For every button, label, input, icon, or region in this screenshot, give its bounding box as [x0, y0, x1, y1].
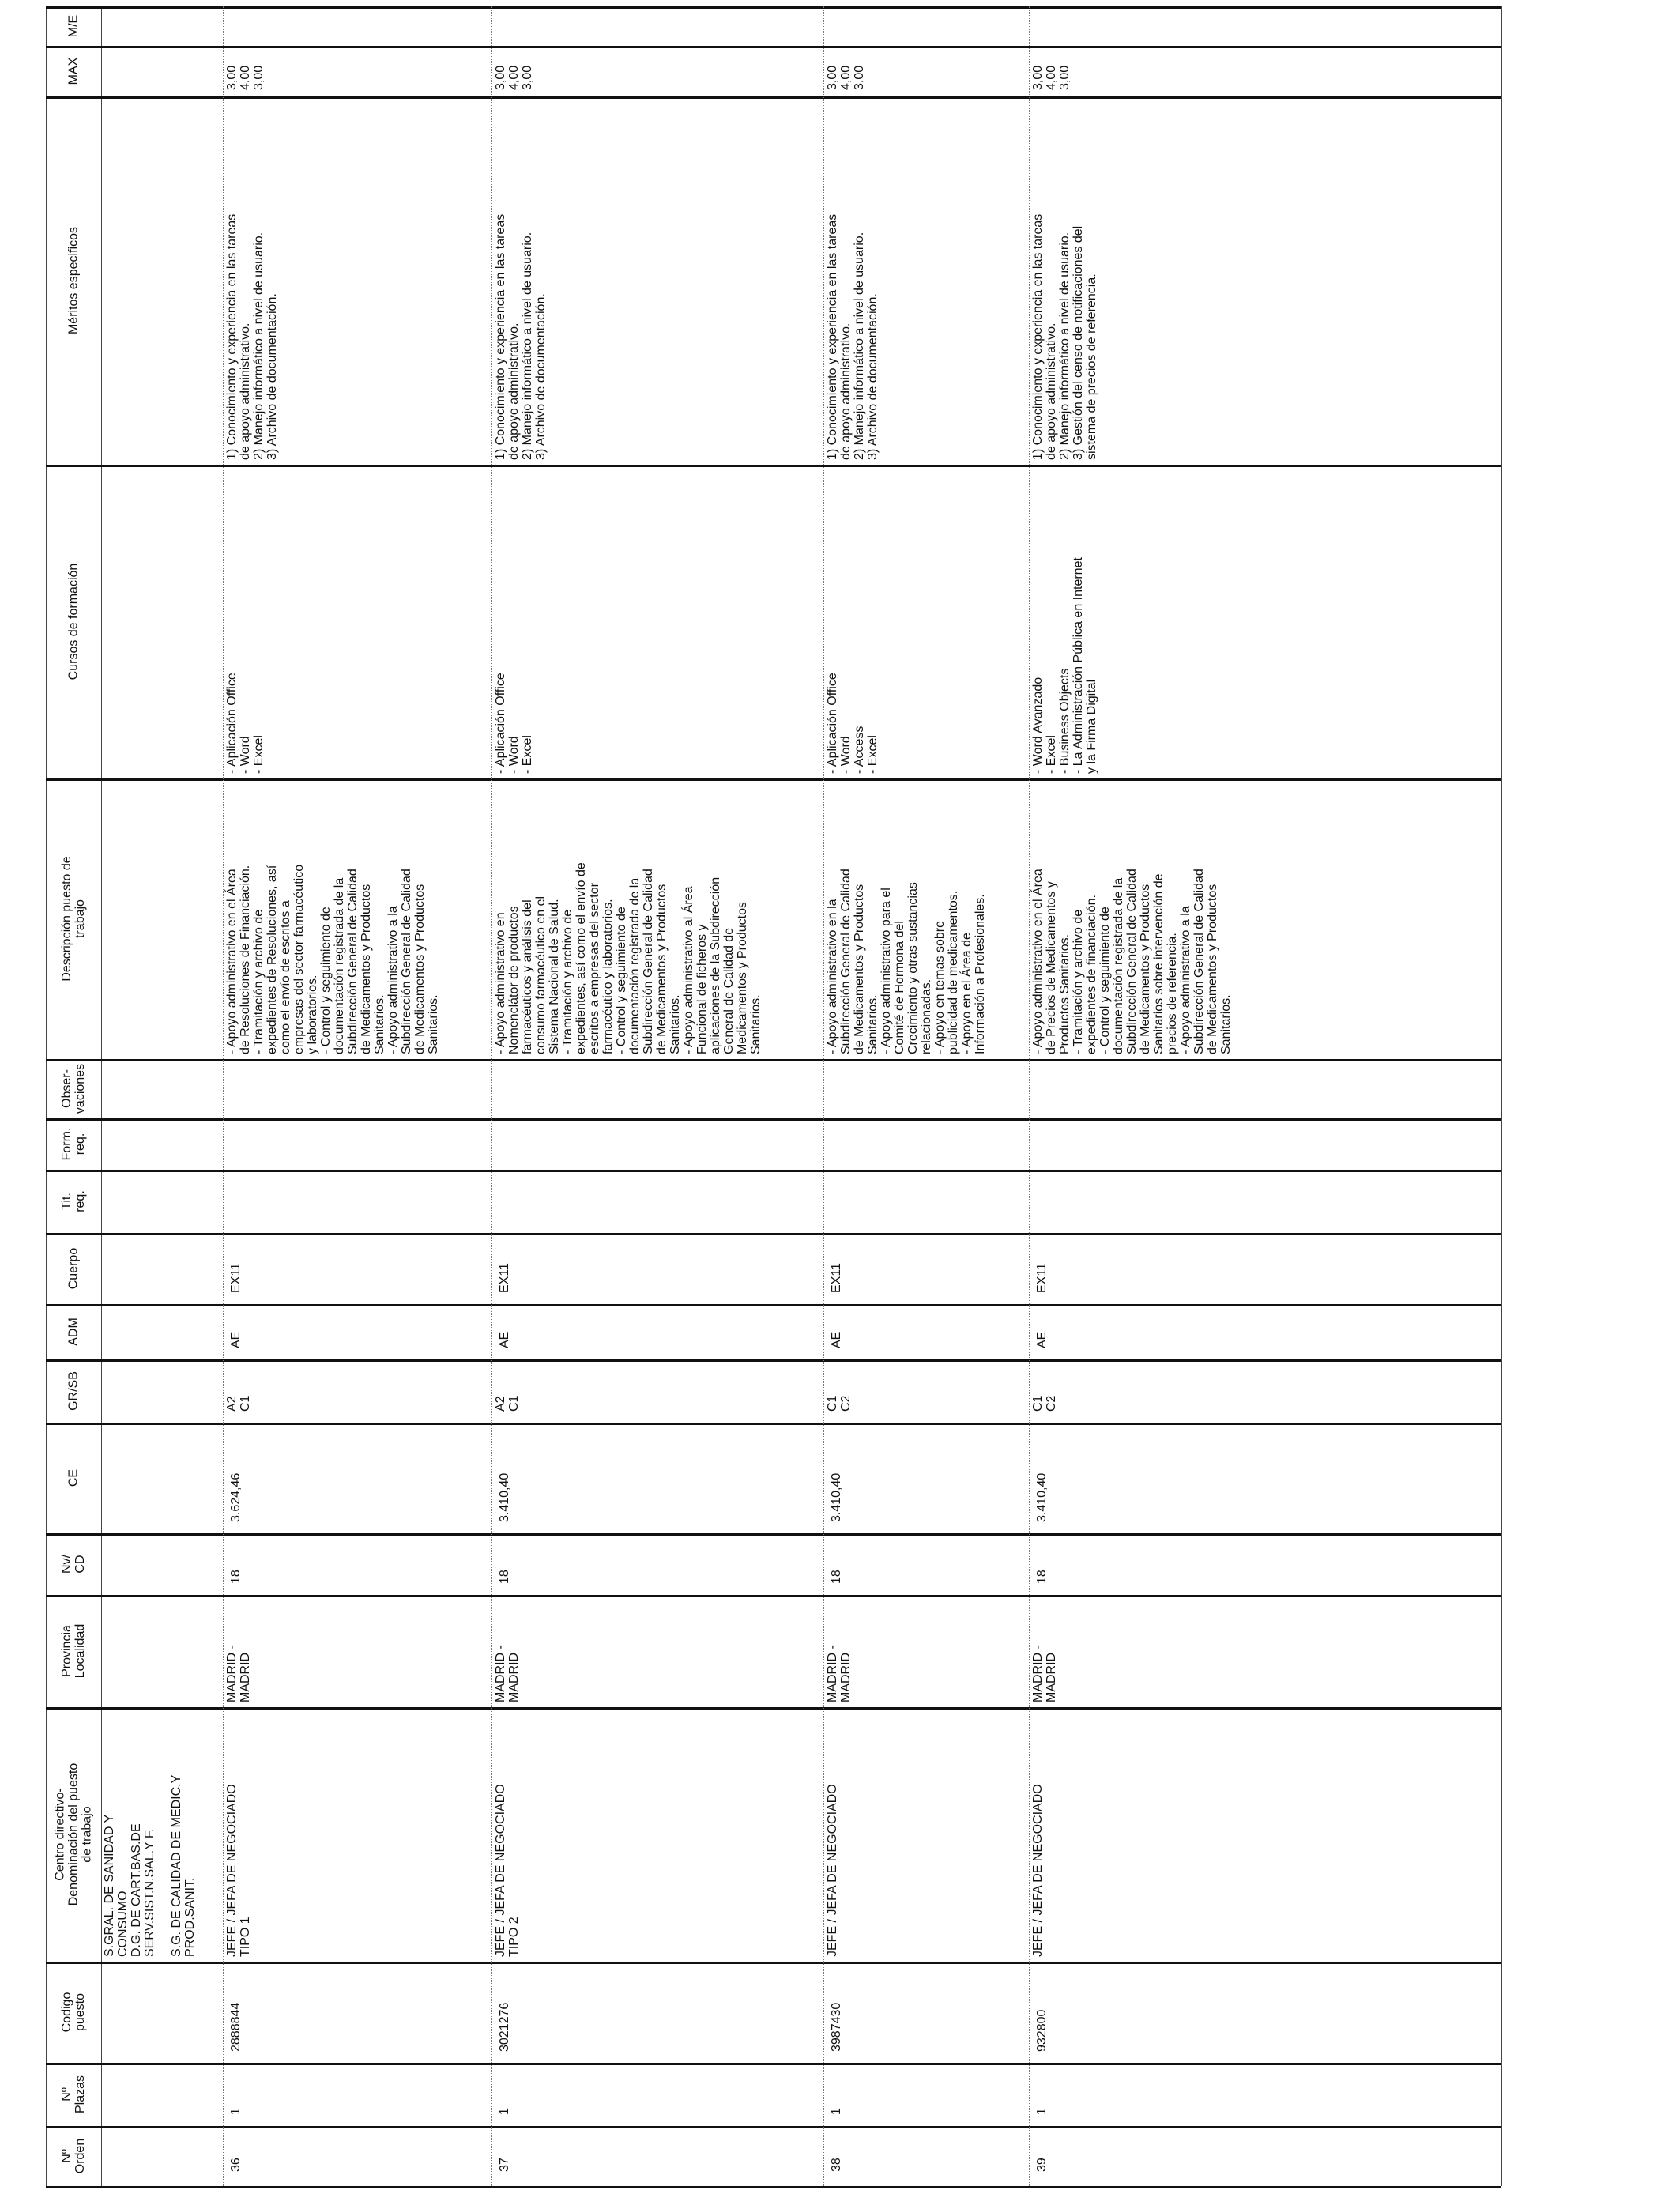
- header-descripcion-line: trabajo: [73, 899, 87, 938]
- org-unit-line: CONSUMO: [116, 1891, 130, 1957]
- row-descripcion-line: - Apoyo en temas sobre: [933, 921, 947, 1054]
- row-cursos-line: y la Firma Digital: [1085, 679, 1098, 774]
- row-adm: [830, 1332, 843, 1348]
- row-descripcion-line: Sanitarios.: [669, 994, 682, 1054]
- row-descripcion-line: precios de referencia.: [1166, 933, 1179, 1054]
- row-descripcion-line: de Medicamentos y Productos: [1206, 884, 1219, 1054]
- row-descripcion-line: - Control y seguimiento de: [1098, 907, 1112, 1054]
- row-descripcion-line: Subdirección General de Calidad: [400, 869, 413, 1054]
- row-meritos: [1031, 214, 1098, 460]
- row-descripcion-line: - Tramitación y archivo de: [561, 909, 574, 1054]
- row-meritos-line: sistema de precios de referencia.: [1085, 273, 1098, 460]
- header-cuerpo-line: Cuerpo: [66, 1247, 81, 1290]
- org-unit: [103, 1775, 197, 1957]
- row-orden: [498, 2158, 511, 2172]
- row-descripcion-line: Comité de Hormona del: [893, 921, 906, 1054]
- row-descripcion-line: farmacéuticos y análisis del: [521, 899, 534, 1054]
- table-border: [46, 1533, 1501, 1536]
- header-max: [67, 46, 81, 96]
- row-descripcion: [494, 862, 763, 1054]
- row-descripcion-line: farmacéutico y laboratorios.: [601, 899, 615, 1054]
- row-ce-line: 3.624,46: [229, 1472, 243, 1522]
- row-meritos-line: de apoyo administrativo.: [507, 322, 521, 460]
- table-border: [46, 1962, 1501, 1964]
- row-orden: [229, 2158, 243, 2172]
- header-cursos-line: Cursos de formación: [66, 563, 81, 680]
- row-plazas: [830, 2108, 843, 2115]
- header-formacion-line: Form.: [60, 1127, 73, 1161]
- header-adm-line: ADM: [66, 1318, 81, 1346]
- table-border: [1501, 6, 1502, 2186]
- row-meritos-line: de apoyo administrativo.: [839, 322, 853, 460]
- header-grupo-line: GR/SB: [66, 1371, 81, 1411]
- row-descripcion-line: Subdirección General de Calidad: [346, 869, 360, 1054]
- row-cursos-line: - Business Objects: [1058, 668, 1072, 774]
- row-divider: [491, 6, 492, 2186]
- row-cursos-line: - Aplicación Office: [494, 673, 507, 774]
- row-cursos: [225, 673, 266, 774]
- row-cuerpo-line: EX11: [830, 1263, 843, 1293]
- row-divider: [223, 6, 224, 2186]
- row-max: [494, 66, 534, 90]
- table-border: [46, 1233, 1501, 1235]
- row-meritos: [826, 214, 880, 460]
- row-cursos-line: - Word Avanzado: [1031, 677, 1045, 774]
- row-puesto-line: JEFE / JEFA DE NEGOCIADO: [826, 1784, 839, 1957]
- org-unit-line: SERV.SIST.N.SAL.Y F.: [143, 1828, 156, 1957]
- row-codigo-line: 932800: [1035, 2009, 1049, 2052]
- row-codigo-line: 3987430: [830, 2002, 843, 2052]
- row-descripcion-line: Subdirección General de Calidad: [642, 869, 655, 1054]
- row-descripcion-line: Crecimiento y otras sustancias: [906, 882, 920, 1054]
- row-grupo-line: A2: [225, 1396, 239, 1412]
- row-descripcion-line: empresas del sector farmacéutico: [292, 864, 306, 1054]
- row-descripcion-line: de Medicamentos y Productos: [655, 884, 669, 1054]
- header-plazas-line: Plazas: [73, 2075, 87, 2114]
- row-descripcion-line: expedientes, así como el envío de: [574, 862, 588, 1054]
- row-codigo: [229, 2003, 243, 2052]
- header-titulacion: [60, 1170, 87, 1233]
- row-cursos-line: - Aplicación Office: [826, 673, 839, 774]
- table-border: [46, 46, 1501, 48]
- row-descripcion-line: Sanitarios.: [749, 994, 763, 1054]
- row-ce: [1035, 1473, 1049, 1522]
- row-max: [225, 66, 266, 90]
- header-plazas: [60, 2063, 87, 2126]
- row-meritos: [225, 214, 279, 460]
- row-max-line: 3,00: [494, 65, 507, 90]
- row-meritos-line: de apoyo administrativo.: [239, 322, 252, 460]
- header-orden-line: Orden: [73, 2138, 87, 2174]
- row-meritos-line: 2) Manejo informático a nivel de usuario.: [1058, 232, 1072, 460]
- row-provincia-line: MADRID: [239, 1652, 252, 1702]
- row-max-line: 4,00: [1045, 65, 1058, 90]
- row-descripcion-line: - Apoyo en el Área de: [960, 933, 974, 1054]
- row-descripcion-line: Sanitarios.: [1219, 994, 1233, 1054]
- header-me-line: M/E: [66, 14, 81, 38]
- row-descripcion-line: Subdirección General de Calidad: [1192, 869, 1206, 1054]
- table-border: [46, 6, 47, 2186]
- header-observaciones-line: Obser-: [60, 1069, 73, 1108]
- row-codigo: [498, 2003, 511, 2052]
- row-descripcion-line: documentación registrada de la: [628, 877, 642, 1054]
- row-meritos: [494, 214, 548, 460]
- row-provincia-line: MADRID: [839, 1652, 853, 1702]
- table-border: [46, 1118, 1501, 1121]
- header-codigo-line: Codigo: [60, 1992, 73, 2033]
- row-nivel: [1035, 1570, 1049, 1584]
- table-border: [46, 778, 1501, 781]
- row-ce-line: 3.410,40: [498, 1472, 511, 1522]
- row-nivel: [229, 1570, 243, 1584]
- row-descripcion-line: - Apoyo administrativo en el Área: [1031, 869, 1045, 1054]
- row-adm-line: AE: [1035, 1331, 1049, 1348]
- header-nivel-line: CD: [73, 1555, 87, 1574]
- row-divider: [1029, 6, 1030, 2186]
- row-cursos-line: - Access: [853, 726, 866, 774]
- header-provincia-line: Provincia: [60, 1625, 73, 1677]
- row-orden-line: 38: [830, 2158, 843, 2172]
- row-descripcion-line: Sanitarios.: [427, 994, 440, 1054]
- row-max-line: 4,00: [839, 65, 853, 90]
- row-descripcion-line: Medicamentos y Productos: [736, 902, 749, 1054]
- header-me: [67, 6, 81, 46]
- row-puesto-line: TIPO 2: [507, 1917, 521, 1957]
- row-codigo: [1035, 2010, 1049, 2052]
- row-descripcion-line: de Precios de Medicamentos y: [1045, 881, 1058, 1054]
- row-max-line: 3,00: [252, 65, 266, 90]
- row-max-line: 3,00: [853, 65, 866, 90]
- row-puesto: [826, 1784, 839, 1957]
- table-border: [46, 6, 1501, 9]
- row-puesto: [494, 1784, 521, 1957]
- row-cursos-line: - Word: [839, 736, 853, 774]
- row-orden: [1035, 2158, 1049, 2172]
- row-max-line: 3,00: [225, 65, 239, 90]
- row-nivel: [498, 1570, 511, 1584]
- table-border: [46, 1304, 1501, 1306]
- row-cursos-line: - Excel: [866, 735, 880, 774]
- row-descripcion-line: Sistema Nacional de Salud.: [548, 899, 561, 1054]
- header-centro-line: de trabajo: [80, 1806, 94, 1863]
- row-grupo-line: C1: [507, 1395, 521, 1412]
- row-nivel: [830, 1570, 843, 1584]
- row-descripcion-line: - Apoyo administrativo al Área: [682, 886, 695, 1054]
- row-adm-line: AE: [830, 1331, 843, 1348]
- row-max-line: 3,00: [1031, 65, 1045, 90]
- row-provincia-line: MADRID -: [494, 1645, 507, 1702]
- row-descripcion-line: Sanitarios.: [373, 994, 386, 1054]
- header-provincia-line: Localidad: [73, 1623, 87, 1679]
- row-ce: [498, 1473, 511, 1522]
- row-puesto-line: JEFE / JEFA DE NEGOCIADO: [225, 1784, 239, 1957]
- row-descripcion-line: y laboratorios.: [306, 974, 319, 1054]
- row-meritos-line: 2) Manejo informático a nivel de usuario.: [853, 232, 866, 460]
- row-codigo-line: 2888844: [229, 2002, 243, 2052]
- row-meritos-line: 1) Conocimiento y experiencia en las tareas: [225, 213, 239, 460]
- row-adm: [498, 1332, 511, 1348]
- row-max: [826, 66, 866, 90]
- row-descripcion-line: consumo farmacéutico en el: [534, 895, 548, 1054]
- row-descripcion-line: de Resoluciones de Financiación.: [239, 865, 252, 1054]
- row-meritos-line: 1) Conocimiento y experiencia en las tareas: [494, 213, 507, 460]
- row-descripcion-line: - Apoyo administrativo a la: [386, 906, 400, 1054]
- row-descripcion-line: documentación registrada de la: [1112, 877, 1125, 1054]
- header-cursos: [67, 465, 81, 778]
- row-nivel-line: 18: [498, 1570, 511, 1584]
- row-descripcion-line: de Medicamentos y Productos: [360, 884, 373, 1054]
- header-titulacion-line: Tit.: [60, 1193, 73, 1210]
- row-grupo-line: C2: [839, 1395, 853, 1412]
- table-border: [46, 96, 1501, 99]
- row-descripcion: [225, 865, 440, 1054]
- header-codigo-line: puesto: [73, 1992, 87, 2032]
- row-descripcion-line: Subdirección General de Calidad: [839, 869, 853, 1054]
- row-provincia-line: MADRID: [507, 1652, 521, 1702]
- row-provincia: [826, 1645, 853, 1702]
- row-plazas-line: 1: [1035, 2108, 1049, 2115]
- header-plazas-line: Nº: [60, 2087, 73, 2102]
- header-orden: [60, 2126, 87, 2186]
- row-adm-line: AE: [498, 1331, 511, 1348]
- row-grupo: [826, 1396, 853, 1412]
- row-cursos: [826, 673, 880, 774]
- row-descripcion-line: de Medicamentos y Productos: [853, 884, 866, 1054]
- header-centro-line: Centro directivo-: [53, 1788, 67, 1881]
- row-orden-line: 36: [229, 2158, 243, 2172]
- table-border: [46, 1707, 1501, 1710]
- row-meritos-line: de apoyo administrativo.: [1045, 322, 1058, 460]
- table-border: [46, 2063, 1501, 2065]
- header-cuerpo: [67, 1233, 81, 1304]
- org-unit-line: S.G. DE CALIDAD DE MEDIC.Y: [170, 1774, 183, 1957]
- header-formacion: [60, 1118, 87, 1170]
- row-cuerpo: [498, 1263, 511, 1293]
- header-formacion-line: req.: [73, 1133, 87, 1155]
- row-orden: [830, 2158, 843, 2172]
- row-cursos-line: - Excel: [521, 735, 534, 774]
- table-border: [46, 1359, 1501, 1362]
- row-descripcion-line: Subdirección General de Calidad: [1125, 869, 1139, 1054]
- row-orden-line: 37: [498, 2158, 511, 2172]
- row-descripcion-line: aplicaciones de la Subdirección: [709, 876, 722, 1054]
- row-descripcion-line: - Control y seguimiento de: [615, 907, 628, 1054]
- row-plazas-line: 1: [498, 2108, 511, 2115]
- header-codigo: [60, 1962, 87, 2063]
- header-observaciones: [60, 1059, 87, 1118]
- table-border: [46, 1595, 1501, 1597]
- row-descripcion-line: Sanitarios sobre intervención de: [1152, 873, 1166, 1054]
- org-unit-line: D.G. DE CART.BAS.DE: [130, 1823, 143, 1957]
- row-provincia-line: MADRID -: [1031, 1645, 1045, 1702]
- row-adm: [1035, 1332, 1049, 1348]
- row-descripcion-line: de Medicamentos y Productos: [413, 884, 427, 1054]
- row-ce: [830, 1473, 843, 1522]
- row-puesto-line: JEFE / JEFA DE NEGOCIADO: [494, 1784, 507, 1957]
- row-cursos-line: - Aplicación Office: [225, 673, 239, 774]
- row-max-line: 3,00: [521, 65, 534, 90]
- org-unit-line: PROD.SANIT.: [183, 1877, 197, 1957]
- row-cursos: [494, 673, 534, 774]
- row-descripcion-line: Nomenclátor de productos: [507, 906, 521, 1054]
- header-titulacion-line: req.: [73, 1190, 87, 1212]
- row-divider: [823, 6, 824, 2186]
- row-codigo-line: 3021276: [498, 2002, 511, 2052]
- row-grupo-line: C1: [1031, 1395, 1045, 1412]
- row-provincia: [225, 1645, 252, 1702]
- row-max: [1031, 66, 1072, 90]
- row-descripcion-line: - Apoyo administrativo a la: [1179, 906, 1192, 1054]
- table-border: [46, 2186, 1501, 2188]
- row-descripcion-line: - Apoyo administrativo en el Área: [225, 869, 239, 1054]
- row-provincia: [1031, 1645, 1058, 1702]
- row-puesto: [225, 1784, 252, 1957]
- row-cursos-line: - La Administración Pública en Internet: [1072, 557, 1085, 774]
- row-meritos-line: 2) Manejo informático a nivel de usuario.: [252, 232, 266, 460]
- row-descripcion-line: - Apoyo administrativo en: [494, 912, 507, 1054]
- row-grupo-line: C1: [239, 1395, 252, 1412]
- row-descripcion-line: Funcional de ficheros y: [695, 924, 709, 1054]
- header-ce-line: CE: [66, 1468, 81, 1487]
- row-meritos-line: 3) Gestión del censo de notificaciones del: [1072, 225, 1085, 460]
- row-cuerpo-line: EX11: [229, 1263, 243, 1293]
- row-descripcion: [826, 869, 987, 1054]
- row-provincia-line: MADRID -: [225, 1645, 239, 1702]
- row-descripcion-line: General de Calidad de: [722, 927, 736, 1054]
- header-descripcion: [60, 778, 87, 1059]
- row-grupo: [494, 1396, 521, 1412]
- table-border: [46, 2126, 1501, 2128]
- row-cuerpo: [229, 1263, 243, 1293]
- row-descripcion-line: - Tramitación y archivo de: [1072, 909, 1085, 1054]
- header-orden-line: Nº: [60, 2149, 73, 2163]
- row-descripcion-line: - Apoyo administrativo en la: [826, 899, 839, 1054]
- row-provincia-line: MADRID: [1045, 1652, 1058, 1702]
- row-meritos-line: 2) Manejo informático a nivel de usuario.: [521, 232, 534, 460]
- row-grupo: [1031, 1396, 1058, 1412]
- row-provincia: [494, 1645, 521, 1702]
- header-meritos: [67, 96, 81, 465]
- header-centro-line: Denominación del puesto: [66, 1762, 81, 1906]
- row-descripcion-line: de Medicamentos y Productos: [1139, 884, 1152, 1054]
- row-cursos-line: - Word: [239, 736, 252, 774]
- row-plazas-line: 1: [830, 2108, 843, 2115]
- row-orden-line: 39: [1035, 2158, 1049, 2172]
- row-cursos-line: - Excel: [252, 735, 266, 774]
- row-codigo: [830, 2003, 843, 2052]
- row-descripcion-line: - Tramitación y archivo de: [252, 909, 266, 1054]
- table-border: [46, 1059, 1501, 1061]
- row-meritos-line: 3) Archivo de documentación.: [866, 293, 880, 460]
- org-unit-line: S.GRAL. DE SANIDAD Y: [103, 1814, 116, 1957]
- row-cursos-line: - Word: [507, 736, 521, 774]
- row-nivel-line: 18: [229, 1570, 243, 1584]
- row-nivel-line: 18: [830, 1570, 843, 1584]
- header-max-line: MAX: [66, 57, 81, 85]
- header-observaciones-line: vaciones: [73, 1063, 87, 1114]
- header-centro: [54, 1707, 94, 1962]
- row-puesto-line: JEFE / JEFA DE NEGOCIADO: [1031, 1784, 1045, 1957]
- row-cuerpo: [830, 1263, 843, 1293]
- row-descripcion-line: como el envío de escritos a: [279, 900, 292, 1054]
- row-meritos-line: 3) Archivo de documentación.: [534, 293, 548, 460]
- row-max-line: 4,00: [507, 65, 521, 90]
- header-meritos-line: Méritos especificos: [66, 226, 81, 335]
- row-max-line: 4,00: [239, 65, 252, 90]
- row-plazas: [1035, 2108, 1049, 2115]
- row-meritos-line: 1) Conocimiento y experiencia en las tareas: [1031, 213, 1045, 460]
- row-nivel-line: 18: [1035, 1570, 1049, 1584]
- row-ce-line: 3.410,40: [1035, 1472, 1049, 1522]
- row-grupo-line: C2: [1045, 1395, 1058, 1412]
- row-descripcion-line: expedientes de financiación.: [1085, 895, 1098, 1054]
- header-nivel: [60, 1533, 87, 1595]
- row-cursos-line: - Excel: [1045, 735, 1058, 774]
- row-puesto: [1031, 1784, 1045, 1957]
- row-cuerpo-line: EX11: [498, 1263, 511, 1293]
- table-border: [46, 1170, 1501, 1172]
- row-descripcion-line: Información a Profesionales.: [974, 894, 987, 1054]
- row-grupo-line: A2: [494, 1396, 507, 1412]
- row-plazas-line: 1: [229, 2108, 243, 2115]
- header-provincia: [60, 1595, 87, 1707]
- header-grupo: [67, 1359, 81, 1423]
- row-descripcion-line: - Apoyo administrativo para el: [880, 888, 893, 1054]
- row-descripcion-line: publicidad de medicamentos.: [947, 890, 960, 1054]
- row-descripcion-line: Sanitarios.: [866, 994, 880, 1054]
- row-descripcion-line: - Control y seguimiento de: [319, 907, 333, 1054]
- row-plazas: [229, 2108, 243, 2115]
- table-border: [46, 1423, 1501, 1425]
- row-descripcion-line: Productos Sanitarios.: [1058, 933, 1072, 1054]
- row-cuerpo-line: EX11: [1035, 1263, 1049, 1293]
- row-descripcion-line: relacionadas.: [920, 978, 933, 1054]
- row-descripcion: [1031, 869, 1233, 1054]
- row-max-line: 3,00: [1058, 65, 1072, 90]
- row-puesto-line: TIPO 1: [239, 1917, 252, 1957]
- org-unit-line: [156, 1775, 170, 1957]
- row-max-line: 3,00: [826, 65, 839, 90]
- row-grupo: [225, 1396, 252, 1412]
- row-descripcion-line: documentación registrada de la: [333, 877, 346, 1054]
- row-grupo-line: C1: [826, 1395, 839, 1412]
- row-plazas: [498, 2108, 511, 2115]
- row-meritos-line: 1) Conocimiento y experiencia en las tareas: [826, 213, 839, 460]
- table-border: [46, 465, 1501, 467]
- header-descripcion-line: Descripción puesto de: [60, 856, 73, 982]
- row-provincia-line: MADRID -: [826, 1645, 839, 1702]
- table-border: [101, 6, 102, 2186]
- row-adm: [229, 1332, 243, 1348]
- row-cuerpo: [1035, 1263, 1049, 1293]
- row-ce-line: 3.410,40: [830, 1472, 843, 1522]
- row-ce: [229, 1473, 243, 1522]
- header-nivel-line: Nv/: [60, 1555, 73, 1574]
- row-descripcion-line: escritos a empresas del sector: [588, 883, 601, 1054]
- row-adm-line: AE: [229, 1331, 243, 1348]
- row-meritos-line: 3) Archivo de documentación.: [266, 293, 279, 460]
- header-adm: [67, 1304, 81, 1359]
- row-descripcion-line: expedientes de Resoluciones, así: [266, 865, 279, 1054]
- row-cursos: [1031, 557, 1098, 774]
- header-ce: [67, 1423, 81, 1533]
